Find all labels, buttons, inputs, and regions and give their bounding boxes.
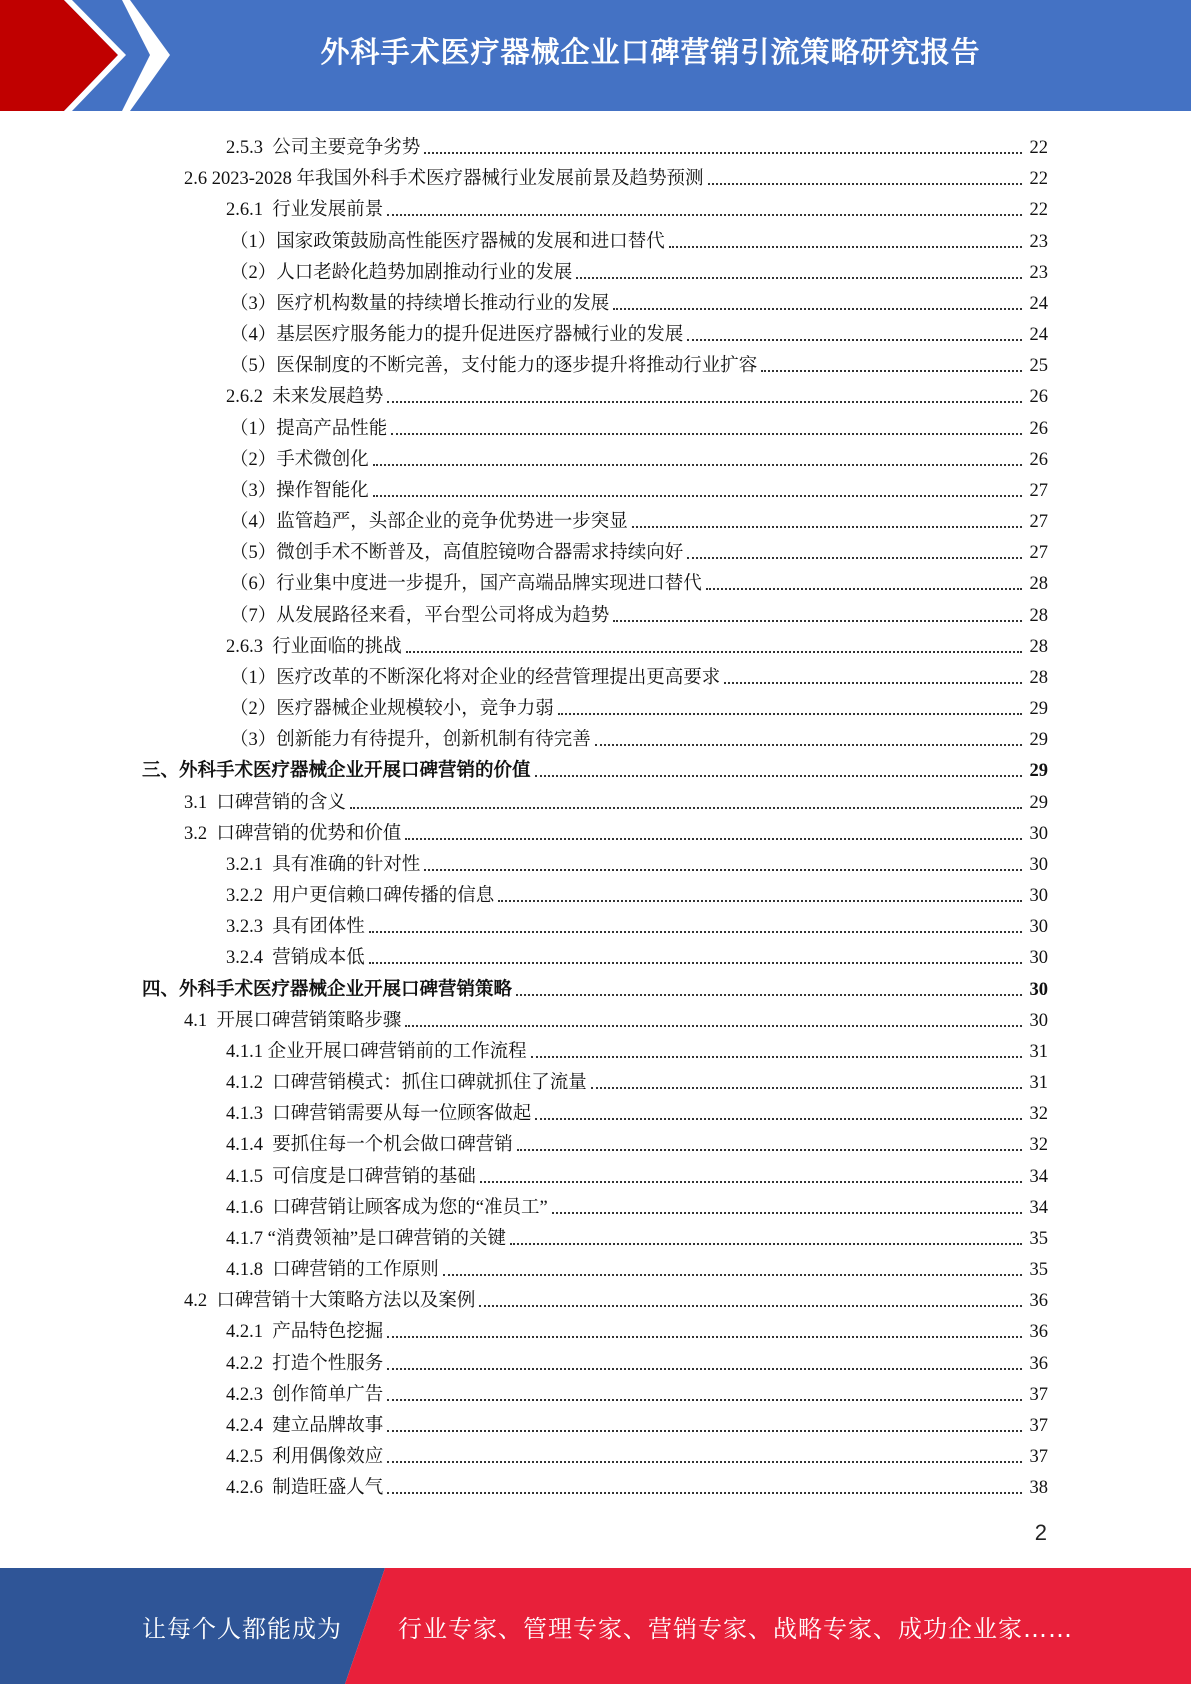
toc-dot-leader xyxy=(761,370,1022,372)
toc-dot-leader xyxy=(591,1087,1022,1089)
toc-entry-number: （1） xyxy=(230,418,277,439)
toc-entry[interactable] xyxy=(230,502,1048,533)
toc-entry-title: 医疗器械企业规模较小，竞争力弱 xyxy=(276,699,554,720)
toc-entry[interactable] xyxy=(226,1157,1048,1188)
toc-entry-number: 2.6 xyxy=(184,169,212,190)
toc-entry[interactable] xyxy=(230,471,1048,502)
toc-entry-page: 28 xyxy=(1029,605,1048,626)
toc-dot-leader xyxy=(535,775,1022,777)
toc-dot-leader xyxy=(708,183,1022,185)
toc-dot-leader xyxy=(724,682,1022,684)
toc-entry[interactable] xyxy=(230,409,1048,440)
toc-entry-page: 36 xyxy=(1029,1353,1048,1374)
toc-dot-leader xyxy=(498,900,1022,902)
toc-dot-leader xyxy=(613,620,1022,622)
toc-entry-number: （4） xyxy=(230,325,277,346)
toc-entry-number: 3.2.3 xyxy=(226,917,273,938)
toc-entry-page: 25 xyxy=(1029,356,1048,377)
toc-entry-title: 具有团体性 xyxy=(272,917,365,938)
toc-entry[interactable] xyxy=(226,1219,1048,1250)
toc-entry[interactable] xyxy=(226,1406,1048,1437)
toc-dot-leader xyxy=(391,433,1022,435)
toc-dot-leader xyxy=(576,277,1022,279)
toc-entry-title: 创作简单广告 xyxy=(272,1384,384,1405)
toc-entry[interactable] xyxy=(226,1125,1048,1156)
toc-entry-title: 打造个性服务 xyxy=(272,1353,384,1374)
toc-entry-number: 4.2.2 xyxy=(226,1353,273,1374)
toc-entry-page: 29 xyxy=(1029,730,1048,751)
toc-entry-number: （7） xyxy=(230,605,277,626)
toc-entry-title: 口碑营销的优势和价值 xyxy=(216,823,402,844)
toc-entry-number: （6） xyxy=(230,574,277,595)
toc-entry-page: 38 xyxy=(1029,1478,1048,1499)
toc-entry-number: （2） xyxy=(230,699,277,720)
toc-entry-title: 口碑营销模式：抓住口碑就抓住了流量 xyxy=(272,1073,587,1094)
toc-entry-number: 4.2.6 xyxy=(226,1478,273,1499)
toc-entry-title: 利用偶像效应 xyxy=(272,1447,384,1468)
toc-entry-title: 企业开展口碑营销前的工作流程 xyxy=(267,1041,527,1062)
toc-entry-number: 4.1.6 xyxy=(226,1197,273,1218)
toc-entry-page: 28 xyxy=(1029,667,1048,688)
toc-entry-page: 34 xyxy=(1029,1197,1048,1218)
toc-entry-title: 监管趋严，头部企业的竞争优势进一步突显 xyxy=(276,512,628,533)
toc-entry[interactable] xyxy=(230,658,1048,689)
toc-entry[interactable] xyxy=(226,1063,1048,1094)
toc-entry-title: 口碑营销的含义 xyxy=(216,792,346,813)
toc-entry[interactable] xyxy=(230,689,1048,720)
toc-entry-page: 23 xyxy=(1029,231,1048,252)
toc-dot-leader xyxy=(373,464,1022,466)
toc-entry-page: 29 xyxy=(1029,761,1048,782)
toc-entry-page: 36 xyxy=(1029,1322,1048,1343)
toc-entry[interactable] xyxy=(226,1188,1048,1219)
toc-entry-title: 口碑营销的工作原则 xyxy=(272,1260,439,1281)
toc-entry-page: 24 xyxy=(1029,293,1048,314)
toc-entry[interactable] xyxy=(230,720,1048,751)
toc-entry[interactable] xyxy=(226,938,1048,969)
toc-entry-number: 2.6.1 xyxy=(226,200,273,221)
toc-entry-number: 3.2.4 xyxy=(226,948,273,969)
toc-entry-title: 操作智能化 xyxy=(276,480,369,501)
toc-entry-page: 37 xyxy=(1029,1415,1048,1436)
toc-dot-leader xyxy=(479,1305,1022,1307)
toc-entry-page: 35 xyxy=(1029,1260,1048,1281)
toc-dot-leader xyxy=(373,495,1022,497)
toc-entry-number: 4.1.2 xyxy=(226,1073,273,1094)
toc-entry-number: （2） xyxy=(230,449,277,470)
toc-entry-title: 基层医疗服务能力的提升促进医疗器械行业的发展 xyxy=(276,325,684,346)
toc-entry-title: 未来发展趋势 xyxy=(272,387,384,408)
toc-dot-leader xyxy=(558,713,1022,715)
toc-entry[interactable] xyxy=(230,222,1048,253)
toc-entry-title: 用户更信赖口碑传播的信息 xyxy=(272,886,495,907)
toc-entry-number: 三、 xyxy=(142,761,180,782)
toc-entry-title: 产品特色挖掘 xyxy=(272,1322,384,1343)
toc-dot-leader xyxy=(706,588,1022,590)
toc-entry-title: 外科手术医疗器械企业开展口碑营销策略 xyxy=(179,979,513,1000)
toc-entry-page: 28 xyxy=(1029,574,1048,595)
toc-entry-title: 国家政策鼓励高性能医疗器械的发展和进口替代 xyxy=(276,231,665,252)
toc-dot-leader xyxy=(387,1430,1022,1432)
toc-entry-number: 4.2.5 xyxy=(226,1447,273,1468)
toc-dot-leader xyxy=(552,1212,1022,1214)
toc-entry-title: 口碑营销让顾客成为您的“准员工” xyxy=(272,1197,548,1218)
toc-entry[interactable] xyxy=(226,907,1048,938)
toc-entry[interactable] xyxy=(226,1250,1048,1281)
toc-entry-page: 26 xyxy=(1029,418,1048,439)
toc-entry[interactable] xyxy=(230,346,1048,377)
toc-entry-number: 4.2 xyxy=(184,1291,217,1312)
page-footer xyxy=(0,1568,1191,1684)
toc-entry-page: 32 xyxy=(1029,1104,1048,1125)
toc-entry-number: 4.1.7 xyxy=(226,1228,268,1249)
toc-entry-number: 4.1.8 xyxy=(226,1260,273,1281)
toc-entry[interactable] xyxy=(226,377,1048,408)
toc-entry-page: 37 xyxy=(1029,1384,1048,1405)
toc-entry-page: 22 xyxy=(1029,138,1048,158)
toc-entry-page: 31 xyxy=(1029,1041,1048,1062)
toc-entry-title: 从发展路径来看，平台型公司将成为趋势 xyxy=(276,605,610,626)
toc-entry-page: 28 xyxy=(1029,636,1048,657)
toc-entry[interactable] xyxy=(230,253,1048,284)
report-title: 外科手术医疗器械企业口碑营销引流策略研究报告 xyxy=(320,34,981,69)
footer-slogan-right: 行业专家、管理专家、营销专家、战略专家、成功企业家…… xyxy=(398,1614,1073,1643)
toc-entry[interactable] xyxy=(230,440,1048,471)
toc-dot-leader xyxy=(387,214,1022,216)
toc-dot-leader xyxy=(516,994,1022,996)
toc-entry[interactable] xyxy=(226,1437,1048,1468)
toc-dot-leader xyxy=(424,152,1022,154)
toc-dot-leader xyxy=(687,557,1022,559)
toc-entry-title: 医保制度的不断完善，支付能力的逐步提升将推动行业扩容 xyxy=(276,356,758,377)
toc-dot-leader xyxy=(350,807,1022,809)
toc-entry-title: 医疗机构数量的持续增长推动行业的发展 xyxy=(276,293,610,314)
toc-entry[interactable] xyxy=(226,627,1048,658)
toc-entry-title: 公司主要竞争劣势 xyxy=(272,138,421,158)
toc-entry-number: 3.2.2 xyxy=(226,886,273,907)
toc-entry-title: 行业发展前景 xyxy=(272,200,384,221)
toc-dot-leader xyxy=(480,1181,1022,1183)
toc-entry-number: 4.1 xyxy=(184,1010,217,1031)
toc-dot-leader xyxy=(405,838,1022,840)
toc-entry-title: 营销成本低 xyxy=(272,948,365,969)
toc-dot-leader xyxy=(387,1492,1022,1494)
toc-dot-leader xyxy=(595,744,1022,746)
toc-entry-page: 37 xyxy=(1029,1447,1048,1468)
toc-dot-leader xyxy=(369,931,1022,933)
toc-entry[interactable] xyxy=(226,876,1048,907)
toc-dot-leader xyxy=(387,1399,1022,1401)
toc-entry-number: 4.1.1 xyxy=(226,1041,268,1062)
toc-entry-page: 30 xyxy=(1029,823,1048,844)
toc-entry[interactable] xyxy=(230,533,1048,564)
page-number: 2 xyxy=(1034,1520,1047,1545)
toc-dot-leader xyxy=(531,1056,1022,1058)
toc-entry-number: 2.5.3 xyxy=(226,138,273,158)
toc-entry-title: “消费领袖”是口碑营销的关键 xyxy=(267,1228,507,1249)
toc-entry-number: （3） xyxy=(230,730,277,751)
toc-entry[interactable] xyxy=(226,1468,1048,1499)
toc-entry-title: 人口老龄化趋势加剧推动行业的发展 xyxy=(276,262,573,283)
toc-entry-page: 22 xyxy=(1029,200,1048,221)
toc-entry-number: 3.1 xyxy=(184,792,217,813)
toc-entry-page: 30 xyxy=(1029,854,1048,875)
toc-entry-title: 创新能力有待提升，创新机制有待完善 xyxy=(276,730,591,751)
toc-entry-number: 3.2.1 xyxy=(226,854,273,875)
chevron-logo-icon xyxy=(0,0,170,111)
toc-entry-page: 30 xyxy=(1029,1010,1048,1031)
toc-dot-leader xyxy=(687,339,1022,341)
toc-entry[interactable] xyxy=(226,1094,1048,1125)
toc-entry-page: 26 xyxy=(1029,387,1048,408)
toc-entry-number: （5） xyxy=(230,356,277,377)
toc-dot-leader xyxy=(405,1025,1022,1027)
toc-entry-title: 要抓住每一个机会做口碑营销 xyxy=(272,1135,513,1156)
toc-entry-page: 22 xyxy=(1029,169,1048,190)
toc-entry-title: 微创手术不断普及，高值腔镜吻合器需求持续向好 xyxy=(276,543,684,564)
toc-entry-page: 32 xyxy=(1029,1135,1048,1156)
toc-dot-leader xyxy=(632,526,1022,528)
toc-entry-page: 35 xyxy=(1029,1228,1048,1249)
toc-entry[interactable] xyxy=(184,1281,1048,1312)
toc-entry[interactable] xyxy=(226,128,1048,159)
toc-entry-number: 2.6.3 xyxy=(226,636,273,657)
toc-entry-number: （1） xyxy=(230,667,277,688)
toc-entry[interactable] xyxy=(184,1001,1048,1032)
toc-entry[interactable] xyxy=(142,751,1048,782)
toc-entry-page: 30 xyxy=(1029,948,1048,969)
toc-dot-leader xyxy=(387,1368,1022,1370)
toc-entry-page: 27 xyxy=(1029,543,1048,564)
toc-entry-title: 行业面临的挑战 xyxy=(272,636,402,657)
toc-entry[interactable] xyxy=(184,814,1048,845)
toc-entry-title: 手术微创化 xyxy=(276,449,369,470)
toc-dot-leader xyxy=(424,869,1022,871)
toc-entry-number: 4.1.5 xyxy=(226,1166,273,1187)
toc-entry-page: 30 xyxy=(1029,979,1048,1000)
toc-dot-leader xyxy=(669,246,1022,248)
toc-entry-number: （4） xyxy=(230,512,277,533)
toc-entry[interactable] xyxy=(226,1312,1048,1343)
toc-dot-leader xyxy=(510,1243,1022,1245)
toc-dot-leader xyxy=(387,1461,1022,1463)
toc-entry-number: 4.2.4 xyxy=(226,1415,273,1436)
toc-entry-page: 29 xyxy=(1029,792,1048,813)
toc-entry-number: （1） xyxy=(230,231,277,252)
toc-entry-title: 建立品牌故事 xyxy=(272,1415,384,1436)
toc-entry-number: 2.6.2 xyxy=(226,387,273,408)
toc-entry-number: （5） xyxy=(230,543,277,564)
toc-entry[interactable] xyxy=(142,970,1048,1001)
toc-entry-number: 四、 xyxy=(142,979,180,1000)
toc-entry-page: 30 xyxy=(1029,917,1048,938)
toc-entry[interactable] xyxy=(230,315,1048,346)
toc-entry[interactable] xyxy=(226,1344,1048,1375)
toc-dot-leader xyxy=(517,1149,1022,1151)
toc-entry-number: 3.2 xyxy=(184,823,217,844)
toc-entry-page: 36 xyxy=(1029,1291,1048,1312)
toc-dot-leader xyxy=(387,1336,1022,1338)
toc-entry-title: 2023-2028 年我国外科手术医疗器械行业发展前景及趋势预测 xyxy=(211,169,704,190)
toc-entry-number: 4.1.4 xyxy=(226,1135,273,1156)
toc-entry[interactable] xyxy=(230,284,1048,315)
toc-entry[interactable] xyxy=(226,1032,1048,1063)
toc-entry-page: 24 xyxy=(1029,325,1048,346)
toc-entry-title: 制造旺盛人气 xyxy=(272,1478,384,1499)
toc-entry-title: 开展口碑营销策略步骤 xyxy=(216,1010,402,1031)
toc-entry-number: （3） xyxy=(230,480,277,501)
toc-dot-leader xyxy=(406,651,1022,653)
toc-entry-title: 具有准确的针对性 xyxy=(272,854,421,875)
toc-entry-number: （2） xyxy=(230,262,277,283)
toc-entry-number: 4.2.3 xyxy=(226,1384,273,1405)
toc-entry[interactable] xyxy=(184,159,1048,190)
toc-entry-title: 行业集中度进一步提升，国产高端品牌实现进口替代 xyxy=(276,574,702,595)
toc-entry-page: 27 xyxy=(1029,480,1048,501)
toc-entry-page: 31 xyxy=(1029,1073,1048,1094)
toc-entry[interactable] xyxy=(184,783,1048,814)
toc-entry[interactable] xyxy=(226,845,1048,876)
toc-entry-number: 4.2.1 xyxy=(226,1322,273,1343)
toc-entry-title: 口碑营销需要从每一位顾客做起 xyxy=(272,1104,532,1125)
toc-entry-number: 4.1.3 xyxy=(226,1104,273,1125)
toc-entry-page: 26 xyxy=(1029,449,1048,470)
toc-entry-page: 23 xyxy=(1029,262,1048,283)
page-header xyxy=(0,0,1191,111)
toc-dot-leader xyxy=(387,401,1022,403)
toc-entry-title: 口碑营销十大策略方法以及案例 xyxy=(216,1291,476,1312)
toc-entry[interactable] xyxy=(226,190,1048,221)
toc-entry-title: 外科手术医疗器械企业开展口碑营销的价值 xyxy=(179,761,531,782)
toc-entry-page: 34 xyxy=(1029,1166,1048,1187)
toc-entry[interactable] xyxy=(226,1375,1048,1406)
toc-entry-title: 提高产品性能 xyxy=(276,418,388,439)
toc-dot-leader xyxy=(369,962,1022,964)
toc-entry[interactable] xyxy=(230,564,1048,595)
toc-dot-leader xyxy=(535,1118,1022,1120)
toc-entry-page: 30 xyxy=(1029,886,1048,907)
toc-entry-title: 可信度是口碑营销的基础 xyxy=(272,1166,476,1187)
toc-entry-page: 29 xyxy=(1029,699,1048,720)
footer-slogan-left: 让每个人都能成为 xyxy=(142,1614,342,1643)
toc-entry-page: 27 xyxy=(1029,512,1048,533)
toc-entry-title: 医疗改革的不断深化将对企业的经营管理提出更高要求 xyxy=(276,667,721,688)
toc-entry-number: （3） xyxy=(230,293,277,314)
toc-dot-leader xyxy=(613,308,1022,310)
toc-dot-leader xyxy=(443,1274,1022,1276)
toc-entry[interactable] xyxy=(230,596,1048,627)
